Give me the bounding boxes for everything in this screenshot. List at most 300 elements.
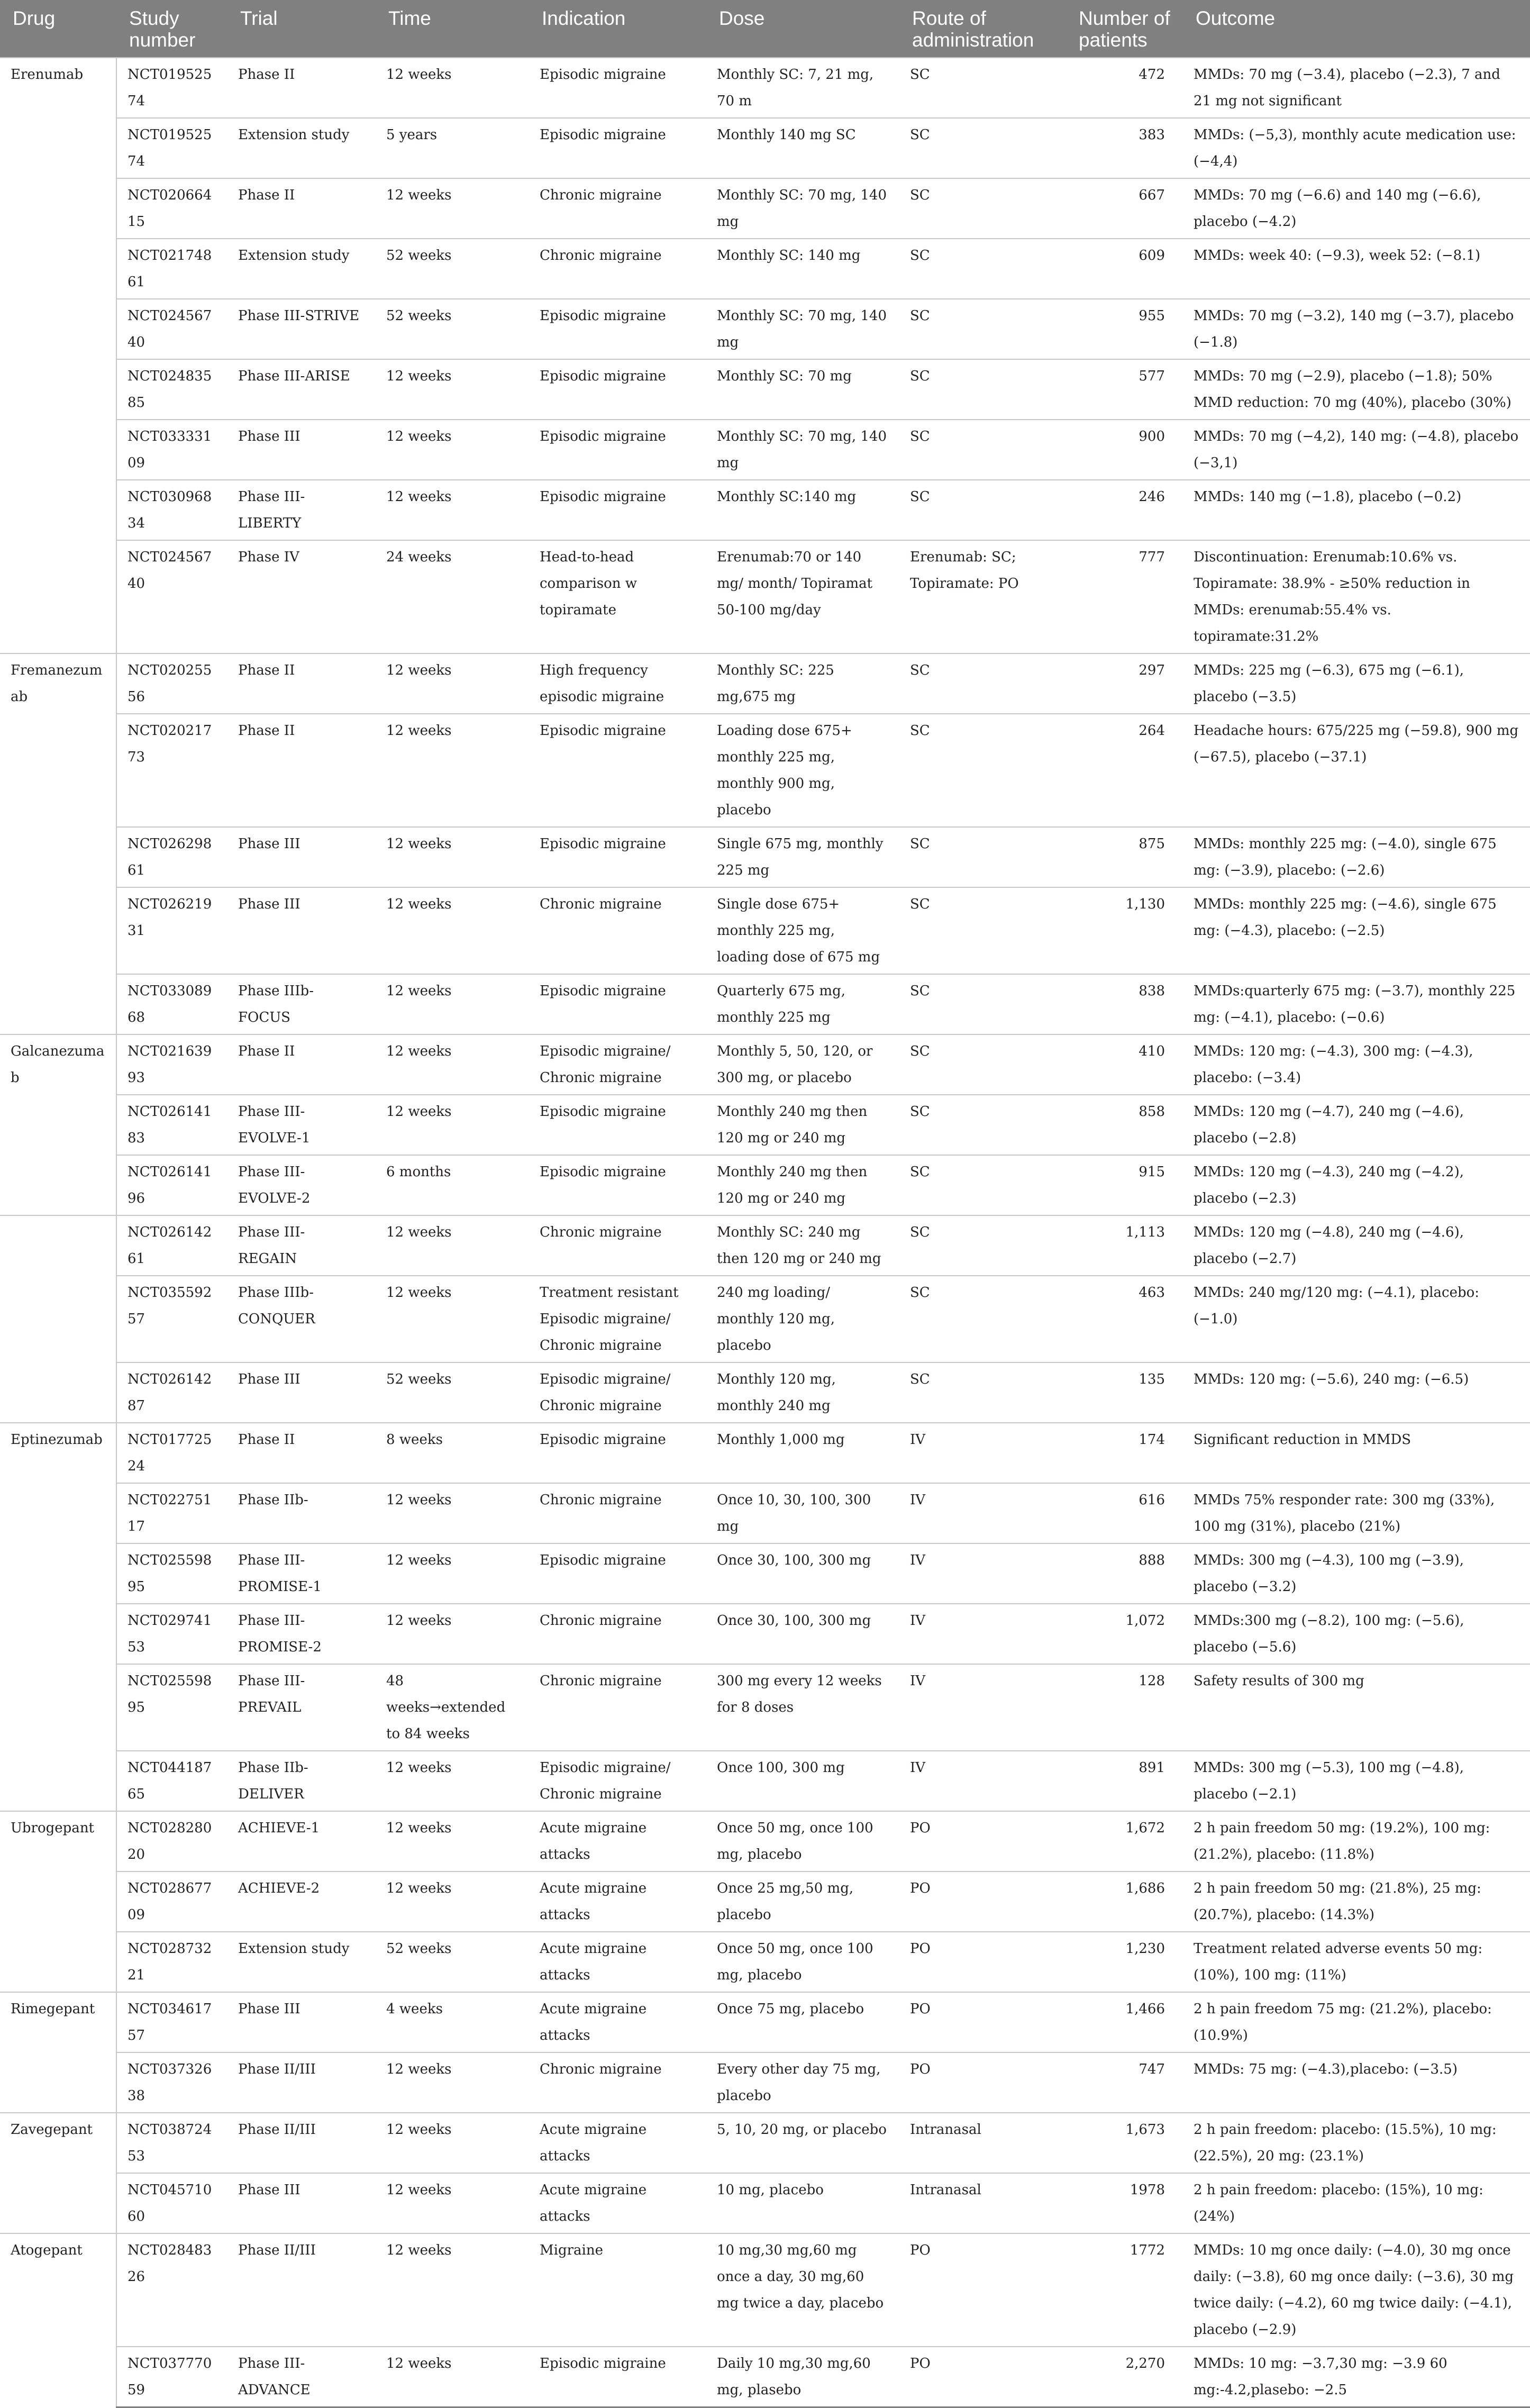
dose-cell: Monthly SC: 70 mg — [706, 359, 899, 420]
patients-cell: 472 — [1066, 58, 1183, 118]
drug-cell — [0, 1215, 116, 1423]
study-number-cell: NCT02974153 — [116, 1604, 227, 1664]
trial-cell: Phase III- ADVANCE — [227, 2347, 376, 2407]
route-cell: SC — [899, 480, 1066, 540]
route-cell: IV — [899, 1483, 1066, 1543]
table-row — [0, 118, 1530, 178]
table-row — [0, 2233, 1530, 2347]
indication-cell: Chronic migraine — [529, 1604, 706, 1664]
indication-cell: Chronic migraine — [529, 2052, 706, 2113]
dose-cell: Monthly 140 mg SC — [706, 118, 899, 178]
route-cell: SC — [899, 1215, 1066, 1276]
patients-cell: 888 — [1066, 1543, 1183, 1604]
patients-cell: 875 — [1066, 827, 1183, 887]
dose-cell: Once 30, 100, 300 mg — [706, 1604, 899, 1664]
study-number-cell: NCT02174861 — [116, 239, 227, 299]
header-time: Time — [376, 0, 529, 58]
study-number-cell: NCT04571060 — [116, 2173, 227, 2233]
header-trial: Trial — [227, 0, 376, 58]
outcome-cell: MMDs: 70 mg (−4,2), 140 mg: (−4.8), placebo (−3,1) — [1183, 420, 1530, 480]
outcome-cell: MMDs: 120 mg (−4.7), 240 mg (−4.6), placebo (−2.8) — [1183, 1095, 1530, 1155]
outcome-cell: Headache hours: 675/225 mg (−59.8), 900 mg (−67.5), placebo (−37.1) — [1183, 714, 1530, 827]
dose-cell: Daily 10 mg,30 mg,60 mg, plasebo — [706, 2347, 899, 2407]
drug-cell: Fremanezumab — [0, 653, 116, 1034]
dose-cell: Once 50 mg, once 100 mg, placebo — [706, 1932, 899, 1992]
indication-cell: Episodic migraine — [529, 974, 706, 1034]
study-number-cell: NCT02629861 — [116, 827, 227, 887]
route-cell: PO — [899, 1871, 1066, 1932]
table-row — [0, 714, 1530, 827]
indication-cell: Acute migraine attacks — [529, 2173, 706, 2233]
table-row — [0, 178, 1530, 239]
study-number-cell: NCT02873221 — [116, 1932, 227, 1992]
time-cell: 12 weeks — [376, 887, 529, 974]
indication-cell: Acute migraine attacks — [529, 1992, 706, 2052]
indication-cell: Chronic migraine — [529, 178, 706, 239]
trial-cell: Phase III — [227, 420, 376, 480]
study-number-cell: NCT02275117 — [116, 1483, 227, 1543]
dose-cell: Once 30, 100, 300 mg — [706, 1543, 899, 1604]
route-cell: SC — [899, 239, 1066, 299]
header-drug: Drug — [0, 0, 116, 58]
study-number-cell: NCT03872453 — [116, 2113, 227, 2173]
dose-cell: Once 10, 30, 100, 300 mg — [706, 1483, 899, 1543]
indication-cell: High frequency episodic migraine — [529, 653, 706, 714]
table-row — [0, 1155, 1530, 1215]
indication-cell: Chronic migraine — [529, 1664, 706, 1751]
indication-cell: Episodic migraine — [529, 1423, 706, 1483]
outcome-cell: MMDs: monthly 225 mg: (−4.6), single 675 mg: (−4.3), placebo: (−2.5) — [1183, 887, 1530, 974]
table-row — [0, 653, 1530, 714]
trial-cell: Phase III — [227, 1992, 376, 2052]
study-number-cell: NCT02621931 — [116, 887, 227, 974]
time-cell: 12 weeks — [376, 1276, 529, 1362]
trial-cell: Phase II — [227, 58, 376, 118]
patients-cell: 838 — [1066, 974, 1183, 1034]
study-number-cell: NCT03732638 — [116, 2052, 227, 2113]
trial-cell: Phase II/III — [227, 2113, 376, 2173]
route-cell: IV — [899, 1664, 1066, 1751]
study-number-cell: NCT03777059 — [116, 2347, 227, 2407]
trial-cell: Phase II — [227, 1423, 376, 1483]
indication-cell: Episodic migraine — [529, 827, 706, 887]
indication-cell: Acute migraine attacks — [529, 1871, 706, 1932]
dose-cell: Quarterly 675 mg, monthly 225 mg — [706, 974, 899, 1034]
route-cell: IV — [899, 1543, 1066, 1604]
patients-cell: 915 — [1066, 1155, 1183, 1215]
time-cell: 52 weeks — [376, 299, 529, 359]
trial-cell: Extension study — [227, 239, 376, 299]
table-row — [0, 359, 1530, 420]
outcome-cell: Significant reduction in MMDS — [1183, 1423, 1530, 1483]
table-row — [0, 239, 1530, 299]
time-cell: 5 years — [376, 118, 529, 178]
trial-cell: Phase II — [227, 178, 376, 239]
study-number-cell: NCT02848326 — [116, 2233, 227, 2347]
route-cell: SC — [899, 359, 1066, 420]
outcome-cell: MMDs: 240 mg/120 mg: (−4.1), placebo: (−1.0) — [1183, 1276, 1530, 1362]
time-cell: 12 weeks — [376, 1034, 529, 1095]
dose-cell: Monthly SC:140 mg — [706, 480, 899, 540]
dose-cell: Monthly SC: 140 mg — [706, 239, 899, 299]
trial-cell: Phase II — [227, 653, 376, 714]
time-cell: 12 weeks — [376, 2347, 529, 2407]
patients-cell: 264 — [1066, 714, 1183, 827]
time-cell: 52 weeks — [376, 1362, 529, 1423]
table-row — [0, 974, 1530, 1034]
dose-cell: 240 mg loading/ monthly 120 mg, placebo — [706, 1276, 899, 1362]
indication-cell: Head-to-head comparison w topiramate — [529, 540, 706, 653]
outcome-cell: MMDs: 300 mg (−5.3), 100 mg (−4.8), placebo (−2.1) — [1183, 1751, 1530, 1811]
patients-cell: 383 — [1066, 118, 1183, 178]
outcome-cell: MMDs: 10 mg: −3.7,30 mg: −3.9 60 mg:-4.2,plasebo: −2.5 — [1183, 2347, 1530, 2407]
table-row — [0, 1483, 1530, 1543]
patients-cell: 1,130 — [1066, 887, 1183, 974]
trial-cell: ACHIEVE-2 — [227, 1871, 376, 1932]
outcome-cell: MMDs: week 40: (−9.3), week 52: (−8.1) — [1183, 239, 1530, 299]
time-cell: 12 weeks — [376, 1543, 529, 1604]
trial-cell: Phase IIb- — [227, 1483, 376, 1543]
table-row — [0, 1664, 1530, 1751]
study-number-cell: NCT03559257 — [116, 1276, 227, 1362]
study-number-cell: NCT02614261 — [116, 1215, 227, 1276]
study-number-cell: NCT01772524 — [116, 1423, 227, 1483]
time-cell: 6 months — [376, 1155, 529, 1215]
indication-cell: Chronic migraine — [529, 1483, 706, 1543]
indication-cell: Acute migraine attacks — [529, 2113, 706, 2173]
study-number-cell: NCT01952574 — [116, 118, 227, 178]
study-number-cell: NCT03096834 — [116, 480, 227, 540]
patients-cell: 128 — [1066, 1664, 1183, 1751]
time-cell: 12 weeks — [376, 827, 529, 887]
table-row — [0, 1423, 1530, 1483]
route-cell: PO — [899, 1811, 1066, 1871]
dose-cell: Monthly 1,000 mg — [706, 1423, 899, 1483]
outcome-cell: MMDs 75% responder rate: 300 mg (33%), 100 mg (31%), placebo (21%) — [1183, 1483, 1530, 1543]
trial-cell: ACHIEVE-1 — [227, 1811, 376, 1871]
indication-cell: Episodic migraine/ Chronic migraine — [529, 1751, 706, 1811]
dose-cell: 5, 10, 20 mg, or placebo — [706, 2113, 899, 2173]
patients-cell: 609 — [1066, 239, 1183, 299]
dose-cell: Monthly SC: 70 mg, 140 mg — [706, 420, 899, 480]
patients-cell: 135 — [1066, 1362, 1183, 1423]
trial-cell: Extension study — [227, 1932, 376, 1992]
route-cell: PO — [899, 1932, 1066, 1992]
patients-cell: 1,466 — [1066, 1992, 1183, 2052]
study-number-cell: NCT02456740 — [116, 540, 227, 653]
drug-cell: Eptinezumab — [0, 1423, 116, 1811]
outcome-cell: MMDs: 70 mg (−6.6) and 140 mg (−6.6), placebo (−4.2) — [1183, 178, 1530, 239]
outcome-cell: MMDs: 120 mg: (−5.6), 240 mg: (−6.5) — [1183, 1362, 1530, 1423]
patients-cell: 246 — [1066, 480, 1183, 540]
dose-cell: Monthly 240 mg then 120 mg or 240 mg — [706, 1095, 899, 1155]
patients-cell: 667 — [1066, 178, 1183, 239]
dose-cell: Once 50 mg, once 100 mg, placebo — [706, 1811, 899, 1871]
trial-cell: Phase III — [227, 1362, 376, 1423]
time-cell: 12 weeks — [376, 1751, 529, 1811]
dose-cell: Once 25 mg,50 mg, placebo — [706, 1871, 899, 1932]
time-cell: 48 weeks→extended to 84 weeks — [376, 1664, 529, 1751]
patients-cell: 747 — [1066, 2052, 1183, 2113]
dose-cell: Single 675 mg, monthly 225 mg — [706, 827, 899, 887]
patients-cell: 1,113 — [1066, 1215, 1183, 1276]
patients-cell: 577 — [1066, 359, 1183, 420]
header-dose: Dose — [706, 0, 899, 58]
route-cell: IV — [899, 1604, 1066, 1664]
dose-cell: Erenumab:70 or 140 mg/ month/ Topiramat 50-100 mg/day — [706, 540, 899, 653]
outcome-cell: Treatment related adverse events 50 mg: (10%), 100 mg: (11%) — [1183, 1932, 1530, 1992]
patients-cell: 1,686 — [1066, 1871, 1183, 1932]
patients-cell: 174 — [1066, 1423, 1183, 1483]
table-row — [0, 1932, 1530, 1992]
outcome-cell: MMDs:quarterly 675 mg: (−3.7), monthly 225 mg: (−4.1), placebo: (−0.6) — [1183, 974, 1530, 1034]
trial-cell: Phase IIIb- FOCUS — [227, 974, 376, 1034]
trial-cell: Phase III- PREVAIL — [227, 1664, 376, 1751]
study-number-cell: NCT02025556 — [116, 653, 227, 714]
outcome-cell: Safety results of 300 mg — [1183, 1664, 1530, 1751]
indication-cell: Episodic migraine — [529, 118, 706, 178]
patients-cell: 1,672 — [1066, 1811, 1183, 1871]
table-row — [0, 1362, 1530, 1423]
header-study-number: Study number — [116, 0, 227, 58]
table-row — [0, 2347, 1530, 2407]
time-cell: 12 weeks — [376, 58, 529, 118]
time-cell: 12 weeks — [376, 178, 529, 239]
route-cell: SC — [899, 1276, 1066, 1362]
trial-cell: Phase III- LIBERTY — [227, 480, 376, 540]
indication-cell: Episodic migraine — [529, 420, 706, 480]
outcome-cell: 2 h pain freedom: placebo: (15.5%), 10 mg: (22.5%), 20 mg: (23.1%) — [1183, 2113, 1530, 2173]
outcome-cell: MMDs: (−5,3), monthly acute medication use: (−4,4) — [1183, 118, 1530, 178]
indication-cell: Episodic migraine — [529, 480, 706, 540]
patients-cell: 1772 — [1066, 2233, 1183, 2347]
indication-cell: Episodic migraine — [529, 1095, 706, 1155]
route-cell: PO — [899, 2347, 1066, 2407]
table-header — [0, 0, 1530, 58]
outcome-cell: MMDs: 140 mg (−1.8), placebo (−0.2) — [1183, 480, 1530, 540]
study-number-cell: NCT02483585 — [116, 359, 227, 420]
dose-cell: Monthly SC: 70 mg, 140 mg — [706, 178, 899, 239]
trial-cell: Phase IIb- DELIVER — [227, 1751, 376, 1811]
route-cell: SC — [899, 118, 1066, 178]
dose-cell: Monthly SC: 7, 21 mg, 70 m — [706, 58, 899, 118]
indication-cell: Chronic migraine — [529, 887, 706, 974]
patients-cell: 297 — [1066, 653, 1183, 714]
route-cell: SC — [899, 653, 1066, 714]
dose-cell: Monthly 240 mg then 120 mg or 240 mg — [706, 1155, 899, 1215]
trial-cell: Phase II — [227, 1034, 376, 1095]
header-patients: Number of patients — [1066, 0, 1183, 58]
dose-cell: Once 100, 300 mg — [706, 1751, 899, 1811]
trial-cell: Phase III — [227, 2173, 376, 2233]
time-cell: 12 weeks — [376, 1215, 529, 1276]
study-number-cell: NCT02559895 — [116, 1543, 227, 1604]
dose-cell: Monthly SC: 225 mg,675 mg — [706, 653, 899, 714]
trial-cell: Phase IIIb- CONQUER — [227, 1276, 376, 1362]
route-cell: SC — [899, 1362, 1066, 1423]
trial-cell: Phase II/III — [227, 2052, 376, 2113]
study-number-cell: NCT03308968 — [116, 974, 227, 1034]
time-cell: 12 weeks — [376, 1604, 529, 1664]
dose-cell: Single dose 675+ monthly 225 mg, loading dose of 675 mg — [706, 887, 899, 974]
table-row — [0, 887, 1530, 974]
indication-cell: Episodic migraine — [529, 359, 706, 420]
outcome-cell: MMDs: 120 mg (−4.3), 240 mg (−4.2), placebo (−2.3) — [1183, 1155, 1530, 1215]
route-cell: SC — [899, 299, 1066, 359]
dose-cell: Loading dose 675+ monthly 225 mg, monthly 900 mg, placebo — [706, 714, 899, 827]
table-row — [0, 1276, 1530, 1362]
time-cell: 12 weeks — [376, 1811, 529, 1871]
route-cell: SC — [899, 420, 1066, 480]
study-number-cell: NCT04418765 — [116, 1751, 227, 1811]
study-number-cell: NCT03333109 — [116, 420, 227, 480]
trial-cell: Phase III — [227, 827, 376, 887]
time-cell: 52 weeks — [376, 239, 529, 299]
study-number-cell: NCT02559895 — [116, 1664, 227, 1751]
route-cell: PO — [899, 2233, 1066, 2347]
time-cell: 12 weeks — [376, 714, 529, 827]
route-cell: SC — [899, 1155, 1066, 1215]
time-cell: 12 weeks — [376, 1483, 529, 1543]
outcome-cell: MMDs: 300 mg (−4.3), 100 mg (−3.9), placebo (−3.2) — [1183, 1543, 1530, 1604]
dose-cell: 10 mg, placebo — [706, 2173, 899, 2233]
time-cell: 8 weeks — [376, 1423, 529, 1483]
outcome-cell: MMDs: 120 mg (−4.8), 240 mg (−4.6), placebo (−2.7) — [1183, 1215, 1530, 1276]
patients-cell: 955 — [1066, 299, 1183, 359]
route-cell: PO — [899, 1992, 1066, 2052]
table-row — [0, 58, 1530, 118]
patients-cell: 616 — [1066, 1483, 1183, 1543]
trial-cell: Phase III- EVOLVE-1 — [227, 1095, 376, 1155]
drug-cell: Erenumab — [0, 58, 116, 653]
outcome-cell: MMDs: monthly 225 mg: (−4.0), single 675 mg: (−3.9), placebo: (−2.6) — [1183, 827, 1530, 887]
patients-cell: 1,673 — [1066, 2113, 1183, 2173]
study-number-cell: NCT02614196 — [116, 1155, 227, 1215]
outcome-cell: 2 h pain freedom: placebo: (15%), 10 mg: (24%) — [1183, 2173, 1530, 2233]
table-row — [0, 1095, 1530, 1155]
dose-cell: Monthly SC: 70 mg, 140 mg — [706, 299, 899, 359]
indication-cell: Episodic migraine — [529, 714, 706, 827]
outcome-cell: MMDs: 70 mg (−3.2), 140 mg (−3.7), placebo (−1.8) — [1183, 299, 1530, 359]
time-cell: 12 weeks — [376, 1871, 529, 1932]
outcome-cell: 2 h pain freedom 50 mg: (21.8%), 25 mg: (20.7%), placebo: (14.3%) — [1183, 1871, 1530, 1932]
outcome-cell: MMDs: 75 mg: (−4.3),placebo: (−3.5) — [1183, 2052, 1530, 2113]
table-row — [0, 1992, 1530, 2052]
indication-cell: Episodic migraine — [529, 1543, 706, 1604]
route-cell: Intranasal — [899, 2113, 1066, 2173]
table-row — [0, 1543, 1530, 1604]
study-number-cell: NCT02066415 — [116, 178, 227, 239]
study-number-cell: NCT02867709 — [116, 1871, 227, 1932]
indication-cell: Episodic migraine/ Chronic migraine — [529, 1362, 706, 1423]
trial-cell: Phase II/III — [227, 2233, 376, 2347]
outcome-cell: MMDs: 70 mg (−3.4), placebo (−2.3), 7 and 21 mg not significant — [1183, 58, 1530, 118]
patients-cell: 900 — [1066, 420, 1183, 480]
trial-cell: Phase III-ARISE — [227, 359, 376, 420]
table-row — [0, 2113, 1530, 2173]
indication-cell: Migraine — [529, 2233, 706, 2347]
trial-cell: Phase III- REGAIN — [227, 1215, 376, 1276]
time-cell: 12 weeks — [376, 974, 529, 1034]
time-cell: 12 weeks — [376, 653, 529, 714]
table-row — [0, 1811, 1530, 1871]
table-row — [0, 2052, 1530, 2113]
route-cell: SC — [899, 1034, 1066, 1095]
study-number-cell: NCT02021773 — [116, 714, 227, 827]
dose-cell: 300 mg every 12 weeks for 8 doses — [706, 1664, 899, 1751]
patients-cell: 410 — [1066, 1034, 1183, 1095]
route-cell: IV — [899, 1423, 1066, 1483]
route-cell: SC — [899, 58, 1066, 118]
table-row — [0, 299, 1530, 359]
time-cell: 12 weeks — [376, 480, 529, 540]
trial-cell: Phase III- PROMISE-1 — [227, 1543, 376, 1604]
outcome-cell: MMDs: 225 mg (−6.3), 675 mg (−6.1), placebo (−3.5) — [1183, 653, 1530, 714]
time-cell: 12 weeks — [376, 2113, 529, 2173]
dose-cell: Once 75 mg, placebo — [706, 1992, 899, 2052]
header-indication: Indication — [529, 0, 706, 58]
indication-cell: Acute migraine attacks — [529, 1932, 706, 1992]
route-cell: SC — [899, 178, 1066, 239]
trial-cell: Phase III- EVOLVE-2 — [227, 1155, 376, 1215]
route-cell: PO — [899, 2052, 1066, 2113]
outcome-cell: 2 h pain freedom 75 mg: (21.2%), placebo: (10.9%) — [1183, 1992, 1530, 2052]
outcome-cell: MMDs: 70 mg (−2.9), placebo (−1.8); 50% MMD reduction: 70 mg (40%), placebo (30%) — [1183, 359, 1530, 420]
table-row — [0, 480, 1530, 540]
route-cell: IV — [899, 1751, 1066, 1811]
table-row — [0, 1871, 1530, 1932]
table-row — [0, 540, 1530, 653]
time-cell: 52 weeks — [376, 1932, 529, 1992]
time-cell: 12 weeks — [376, 420, 529, 480]
table-row — [0, 1034, 1530, 1095]
table-row — [0, 1215, 1530, 1276]
indication-cell: Episodic migraine — [529, 299, 706, 359]
time-cell: 24 weeks — [376, 540, 529, 653]
trial-cell: Phase II — [227, 714, 376, 827]
study-number-cell: NCT02456740 — [116, 299, 227, 359]
patients-cell: 1,072 — [1066, 1604, 1183, 1664]
table-body — [0, 58, 1530, 2407]
trial-cell: Phase IV — [227, 540, 376, 653]
patients-cell: 777 — [1066, 540, 1183, 653]
patients-cell: 463 — [1066, 1276, 1183, 1362]
table-row — [0, 1751, 1530, 1811]
table-row — [0, 420, 1530, 480]
trial-cell: Phase III-STRIVE — [227, 299, 376, 359]
header-outcome: Outcome — [1183, 0, 1530, 58]
route-cell: Erenumab: SC; Topiramate: PO — [899, 540, 1066, 653]
patients-cell: 891 — [1066, 1751, 1183, 1811]
route-cell: SC — [899, 1095, 1066, 1155]
route-cell: SC — [899, 714, 1066, 827]
outcome-cell: MMDs:300 mg (−8.2), 100 mg: (−5.6), placebo (−5.6) — [1183, 1604, 1530, 1664]
study-number-cell: NCT02163993 — [116, 1034, 227, 1095]
drug-cell: Zavegepant — [0, 2113, 116, 2233]
table-row — [0, 1604, 1530, 1664]
study-number-cell: NCT02828020 — [116, 1811, 227, 1871]
outcome-cell: MMDs: 10 mg once daily: (−4.0), 30 mg once daily: (−3.8), 60 mg once daily: (−3.6), 30 mg twice daily: (−4.2), 60 mg twice daily: (−4.1), placebo (−2.9) — [1183, 2233, 1530, 2347]
outcome-cell: MMDs: 120 mg: (−4.3), 300 mg: (−4.3), placebo: (−3.4) — [1183, 1034, 1530, 1095]
drug-cell: Rimegepant — [0, 1992, 116, 2113]
study-number-cell: NCT01952574 — [116, 58, 227, 118]
dose-cell: 10 mg,30 mg,60 mg once a day, 30 mg,60 mg twice a day, placebo — [706, 2233, 899, 2347]
route-cell: SC — [899, 974, 1066, 1034]
dose-cell: Monthly 120 mg, monthly 240 mg — [706, 1362, 899, 1423]
indication-cell: Episodic migraine — [529, 1155, 706, 1215]
indication-cell: Episodic migraine — [529, 2347, 706, 2407]
route-cell: SC — [899, 887, 1066, 974]
